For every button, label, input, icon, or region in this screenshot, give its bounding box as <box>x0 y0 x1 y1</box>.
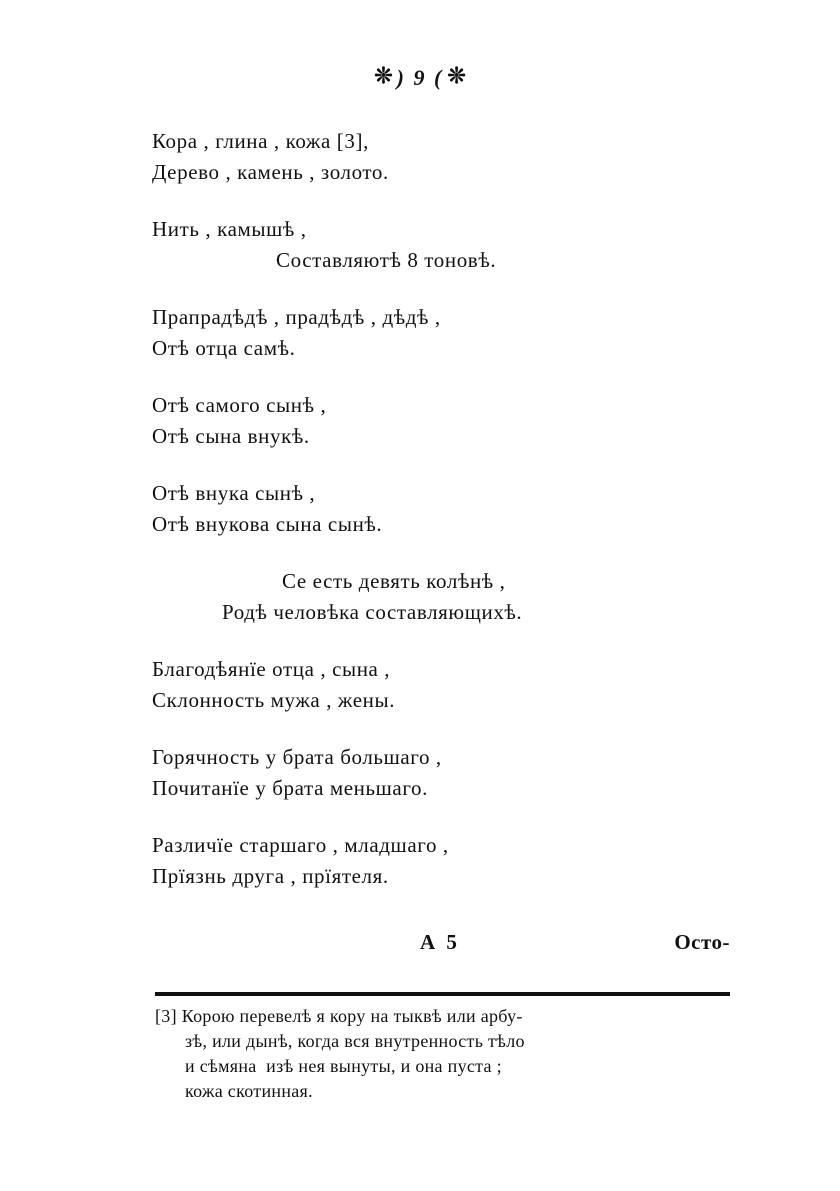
stanza <box>152 654 712 716</box>
ornament-left-icon: ❊ <box>374 63 393 88</box>
stanza <box>152 126 712 188</box>
poem-line: Почитанїе у брата меньшаго. <box>152 776 428 800</box>
poem-line: Отѣ внукова сына сынѣ. <box>152 512 383 536</box>
stanza <box>152 302 712 364</box>
poem-line: Отѣ самого сынѣ , <box>152 393 327 417</box>
footnote-line: кожа скотинная. <box>185 1081 313 1101</box>
stanza <box>152 566 712 628</box>
poem-line: Родѣ человѣка составляющихѣ. <box>222 600 523 624</box>
poem-line: Дерево , камень , золото. <box>152 160 389 184</box>
poem-line: Прапрадѣдѣ , прадѣдѣ , дѣдѣ , <box>152 305 441 329</box>
page-number: ) 9 ( <box>396 65 444 90</box>
stanza <box>152 830 712 892</box>
poem-line: Отѣ внука сынѣ , <box>152 481 316 505</box>
poem-line: Нить , камышѣ , <box>152 217 307 241</box>
poem-line: Горячность у брата большаго , <box>152 745 442 769</box>
stanza <box>152 478 712 540</box>
poem-body <box>152 126 712 918</box>
footnote <box>155 1004 745 1104</box>
poem-line: Склонность мужа , жены. <box>152 688 396 712</box>
poem-line: Благодѣянїе отца , сына , <box>152 657 391 681</box>
ornament-right-icon: ❊ <box>447 63 466 88</box>
poem-line: Различїе старшаго , младшаго , <box>152 833 449 857</box>
poem-line: Отѣ сына внукѣ. <box>152 424 310 448</box>
page-header <box>0 62 840 92</box>
catchword: Осто- <box>674 930 730 954</box>
signature-mark: А 5 <box>420 930 460 954</box>
footnote-divider <box>155 992 730 996</box>
poem-line: Составляютѣ 8 тоновѣ. <box>276 248 497 272</box>
footnote-line: и сѣмяна изѣ нея вынуты, и она пуста ; <box>185 1056 502 1076</box>
footnote-line: [3] Корою перевелѣ я кору на тыквѣ или арбу- <box>155 1006 523 1026</box>
stanza <box>152 390 712 452</box>
poem-line: Се есть девять колѣнѣ , <box>282 569 506 593</box>
stanza <box>152 214 712 276</box>
poem-line: Прїязнь друга , прїятеля. <box>152 864 389 888</box>
signature-row <box>152 930 730 955</box>
stanza <box>152 742 712 804</box>
poem-line: Отѣ отца самѣ. <box>152 336 296 360</box>
footnote-line: зѣ, или дынѣ, когда вся внутренность тѣло <box>185 1031 525 1051</box>
poem-line: Кора , глина , кожа [3], <box>152 129 369 153</box>
